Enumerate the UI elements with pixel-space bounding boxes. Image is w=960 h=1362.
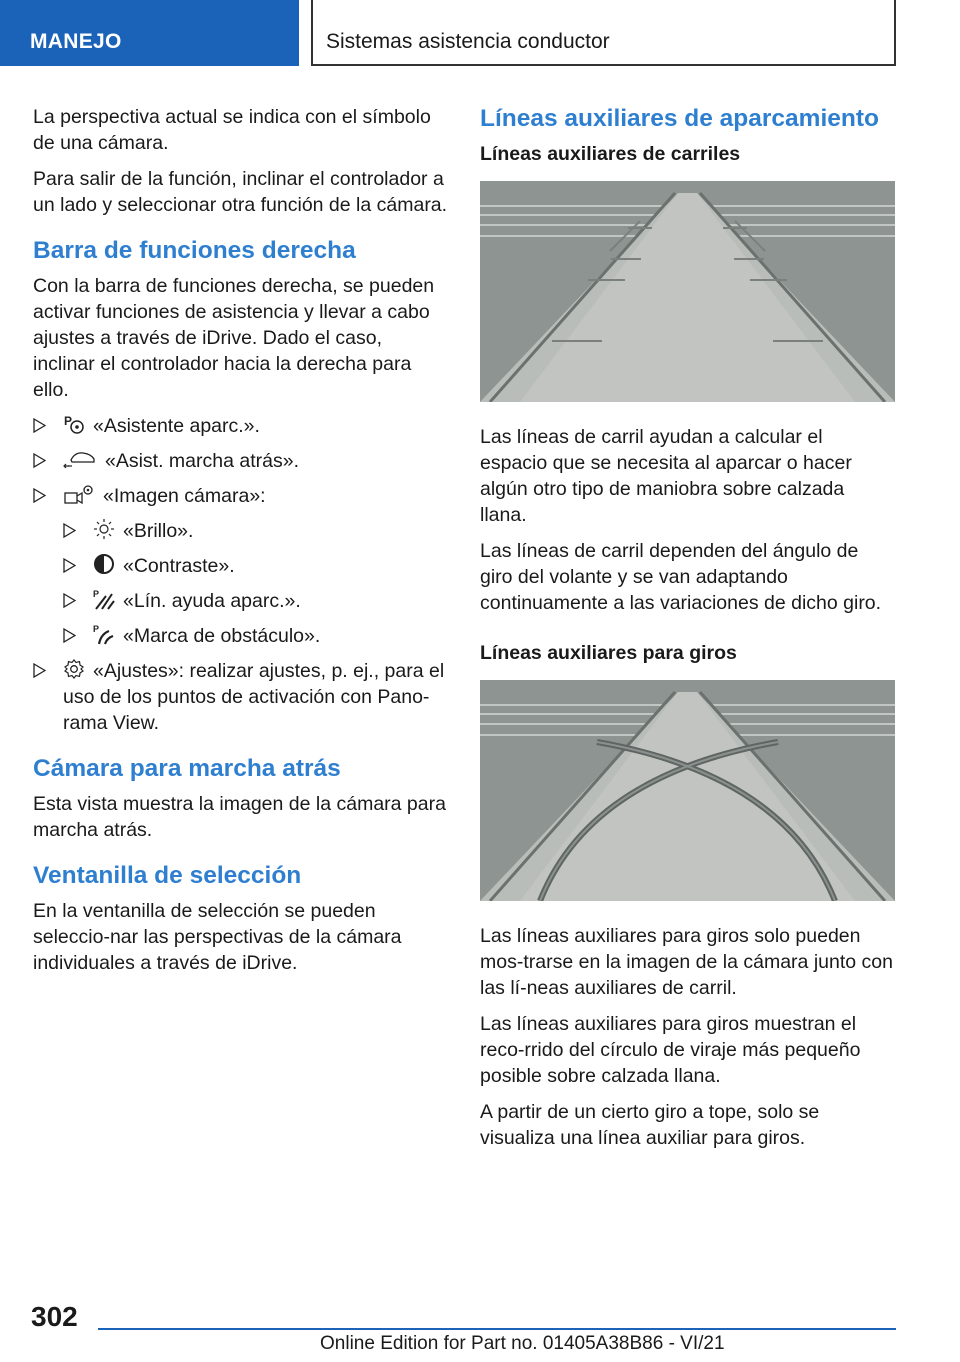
- svg-text:P: P: [93, 589, 100, 599]
- subheading-carriles: Líneas auxiliares de carriles: [480, 143, 741, 165]
- obstacle-marking-icon: [93, 623, 115, 645]
- lane-lines-figure: [480, 181, 895, 402]
- list-item: [63, 518, 448, 544]
- section-tab: MANEJO: [0, 0, 299, 66]
- list-item-label: «Contraste».: [123, 555, 235, 577]
- page-number: 302: [31, 1301, 78, 1332]
- list-item: [33, 483, 448, 649]
- list-item-label: «Ajustes»: realizar ajustes, p. ej., para el uso de los puntos de activación con Pano-rama View.: [63, 660, 445, 734]
- camera-image-sublist: [63, 518, 448, 649]
- bullet-triangle-icon: [63, 523, 76, 538]
- camera-settings-icon: [63, 483, 95, 505]
- paragraph-giros-2: Las líneas auxiliares para giros muestran el reco-rrido del círculo de viraje más pequeño posible sobre calzada llana.: [480, 1013, 861, 1087]
- reverse-assist-icon: [63, 448, 97, 470]
- contrast-icon: [93, 553, 115, 575]
- list-item: [63, 588, 448, 614]
- list-item-label: «Lín. ayuda aparc.».: [123, 590, 301, 612]
- bullet-triangle-icon: [33, 453, 46, 468]
- right-column: [480, 104, 895, 1161]
- paragraph-ventanilla: En la ventanilla de selección se pueden seleccio-nar las perspectivas de la cámara individuales a través de iDrive.: [33, 900, 402, 974]
- paragraph-intro-2: Para salir de la función, inclinar el controlador a un lado y seleccionar otra función de la cámara.: [33, 168, 448, 216]
- bullet-triangle-icon: [33, 488, 46, 503]
- gear-icon: [63, 658, 85, 680]
- list-item-label: «Imagen cámara»:: [103, 485, 266, 507]
- heading-camara-marcha-atras: Cámara para marcha atrás: [33, 755, 341, 782]
- list-item-label: «Asist. marcha atrás».: [105, 450, 299, 472]
- svg-text:P: P: [64, 414, 73, 428]
- paragraph-intro-1: La perspectiva actual se indica con el símbolo de una cámara.: [33, 106, 431, 154]
- heading-barra-funciones: Barra de funciones derecha: [33, 237, 356, 264]
- list-item: [63, 553, 448, 579]
- paragraph-carriles-2: Las líneas de carril dependen del ángulo de giro del volante y se van adaptando continuamente a las variaciones de dicho giro.: [480, 540, 882, 614]
- bullet-triangle-icon: [63, 628, 76, 643]
- bullet-triangle-icon: [33, 663, 46, 678]
- svg-text:P: P: [93, 624, 100, 634]
- list-item-label: «Brillo».: [123, 520, 194, 542]
- list-item: [63, 623, 448, 649]
- turning-lines-figure: [480, 680, 895, 901]
- paragraph-giros-3: A partir de un cierto giro a tope, solo se visualiza una línea auxiliar para giros.: [480, 1101, 820, 1149]
- paragraph-camara: Esta vista muestra la imagen de la cámara para marcha atrás.: [33, 793, 446, 841]
- list-item: [33, 448, 448, 474]
- park-assist-icon: [63, 413, 85, 435]
- subheading-giros: Líneas auxiliares para giros: [480, 642, 737, 664]
- left-column: [33, 104, 448, 986]
- bullet-triangle-icon: [63, 593, 76, 608]
- bullet-triangle-icon: [33, 418, 46, 433]
- footer-divider: [98, 1328, 896, 1330]
- chapter-title: Sistemas asistencia conductor: [311, 0, 896, 66]
- list-item-label: «Marca de obstáculo».: [123, 625, 321, 647]
- brightness-icon: [93, 518, 115, 540]
- list-item: [33, 658, 448, 736]
- bullet-triangle-icon: [63, 558, 76, 573]
- edition-footer: Online Edition for Part no. 01405A38B86 - VI/21: [320, 1333, 725, 1354]
- heading-ventanilla-seleccion: Ventanilla de selección: [33, 862, 302, 889]
- paragraph-barra: Con la barra de funciones derecha, se pueden activar funciones de asistencia y llevar a cabo ajustes a través de iDrive. Dado el caso, inclinar el controlador hacia la derecha para ello.: [33, 275, 435, 401]
- heading-lineas-auxiliares: Líneas auxiliares de aparcamiento: [480, 105, 879, 132]
- paragraph-carriles-1: Las líneas de carril ayudan a calcular el espacio que se necesita al aparcar o hacer algún otro tipo de maniobra sobre calzada llana.: [480, 426, 852, 526]
- paragraph-giros-1: Las líneas auxiliares para giros solo pueden mos-trarse en la imagen de la cámara junto con las lí-neas auxiliares de carril.: [480, 925, 893, 999]
- list-item: [33, 413, 448, 439]
- parking-lines-icon: [93, 588, 115, 610]
- function-list: [33, 413, 448, 736]
- list-item-label: «Asistente aparc.».: [93, 415, 260, 437]
